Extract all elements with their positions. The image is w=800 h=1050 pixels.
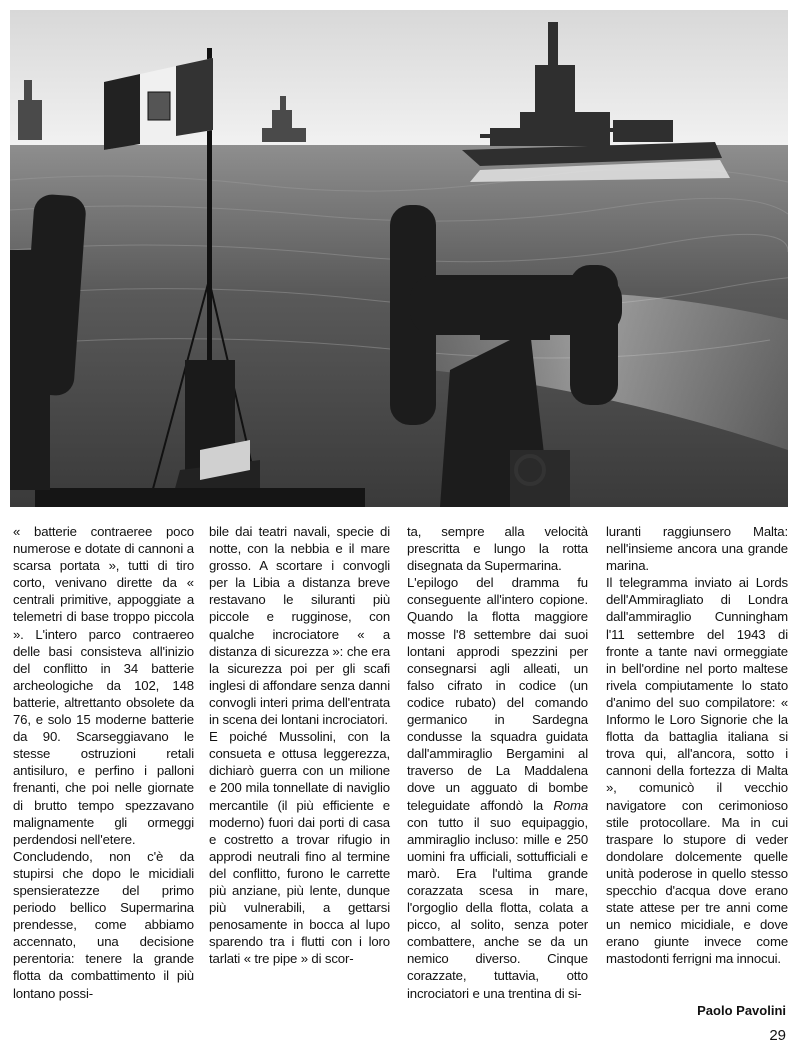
paragraph: « batterie contraeree poco numerose e dotate di cannoni a scarsa portata », tutti di tiro corto, venivano dirette da « centrali primitive, appoggiate a telemetri di base troppo piccola ». L'intero parco contraereo delle basi consisteva all'inizio del conflitto in 34 batterie archeologiche da 102, 148 batterie, altrettanto obsolete da 76, e solo 15 moderne batterie da 90. Scarseggiavano le stesse ostruzioni retali antisiluro, e perfino i palloni frenanti, che poi nelle giornate di brutto tempo spezzavano malignamente gli ormeggi perdendosi nell'etere. bbox=[13, 524, 194, 847]
warship-convoy-photo bbox=[10, 10, 788, 507]
text-column-1 bbox=[13, 523, 194, 1002]
photo-illustration bbox=[10, 10, 788, 507]
text-column-2 bbox=[209, 523, 390, 967]
page-number: 29 bbox=[769, 1027, 786, 1044]
paragraph: L'epilogo del dramma fu conseguente all'intero copione. Quando la flotta maggiore mosse l'8 settembre dai suoi lontani approdi spezzini per consegnarsi agli alleati, un falso cifrato in codice (un codice rubato) del comando germanico in Sardegna condusse la squadra guidata dall'ammiraglio Bergamini al traverso de La Maddalena dove un agguato di bombe teleguidate affondò la Roma con tutto il suo equipaggio, ammiraglio incluso: mille e 250 uomini fra ufficiali, sottufficiali e marò. Era l'ultima grande corazzata scesa in mare, l'orgoglio della flotta, colata a picco, al solito, senza poter combattere, anche se da un nemico diverso. Cinque corazzate, tuttavia, otto incrociatori e una trentina di si- bbox=[407, 575, 588, 1001]
author-byline: Paolo Pavolini bbox=[697, 1003, 786, 1018]
paragraph: ta, sempre alla velocità prescritta e lungo la rotta disegnata da Supermarina. bbox=[407, 524, 588, 574]
text-column-3 bbox=[407, 523, 588, 1002]
paragraph: bile dai teatri navali, specie di notte, con la nebbia e il mare grosso. A scortare i convogli per la Libia a distanza breve restavano le siluranti più piccole e rugginose, con qualche incrociatore « a distanza di sicurezza »: che era la sicurezza poi per gli scafi inglesi di affondare senza danni convogli interi prima dell'entrata in scena dei lontani incrociatori. bbox=[209, 524, 390, 728]
paragraph: Concludendo, non c'è da stupirsi che dopo le micidiali spensieratezze del primo periodo bellico Supermarina prendesse, come abbiamo accennato, una decisione perentoria: tenere la grande flotta da combattimento il più lontano possi- bbox=[13, 848, 194, 1001]
text-column-4 bbox=[606, 523, 788, 967]
paragraph: E poiché Mussolini, con la consueta e ottusa leggerezza, dichiarò guerra con un milione e 200 mila tonnellate di naviglio mercantile (il più efficiente e moderno) fuori dai porti di casa e costretto a trovar rifugio in approdi neutrali fino al termine del conflitto, furono le carrette più anziane, più lente, dunque più vulnerabili, a gettarsi penosamente in bocca al lupo sparendo tra i flutti con i loro tarlati « tre pipe » di scor- bbox=[209, 729, 390, 967]
paragraph: Il telegramma inviato ai Lords dell'Ammiragliato di Londra dall'ammiraglio Cunningham l'11 settembre del 1943 di fronte a tante navi ormeggiate in bell'ordine nel porto maltese rivela compiutamente lo stato d'animo del suo compilatore: « Informo le Loro Signorie che la flotta da battaglia italiana si trova qui, all'ancora, sotto i cannoni della fortezza di Malta », comunicò il vecchio navigatore con cerimonioso stile protocollare. Ma in cui traspare lo stupore di veder dondolare dolcemente quelle unità poderose in quello stesso specchio d'acqua dove erano state attese per tre anni come un nemico micidiale, e dove erano giunte invece come mastodonti ferrigni ma innocui. bbox=[606, 575, 788, 967]
paragraph: luranti raggiunsero Malta: nell'insieme ancora una grande marina. bbox=[606, 524, 788, 574]
